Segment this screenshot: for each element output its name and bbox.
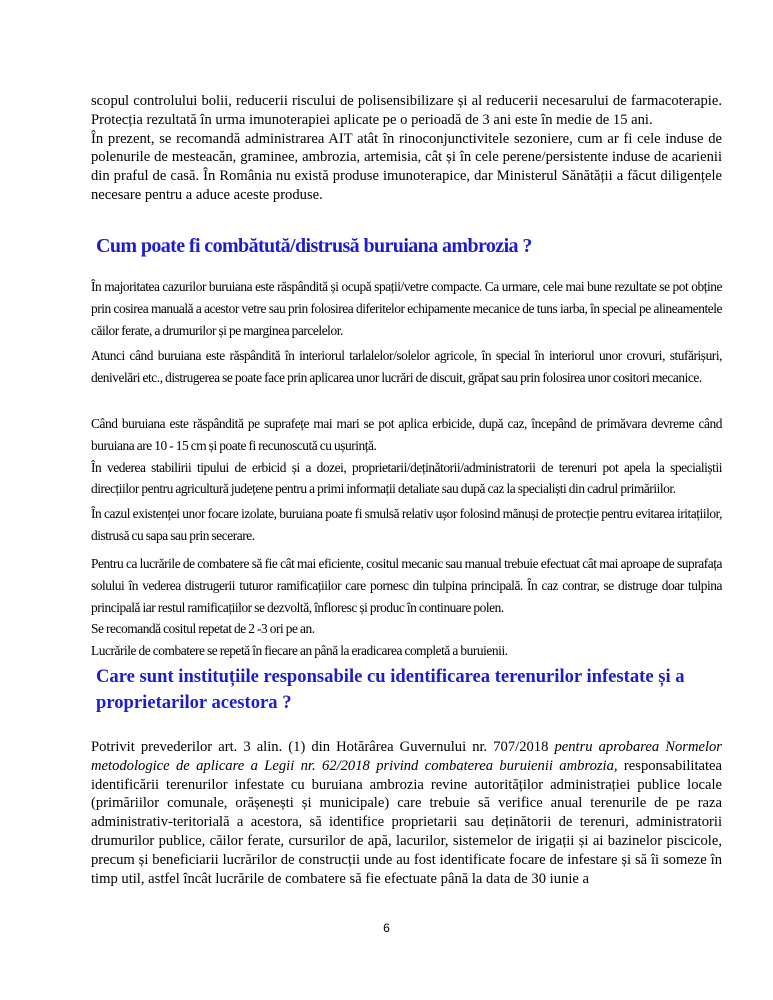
paragraph-text: Se recomandă cositul repetat de 2 -3 ori pe an. <box>91 621 315 637</box>
paragraph-ait-intro <box>91 92 722 205</box>
paragraph-text: În prezent, se recomandă administrarea AIT atât în rinoconjunctivitele sezoniere, cum ar fi cele induse de polenurile de mesteacăn, graminee, ambrozia, artemisia, cât și în cele perene/persistente induse de acarienii din praful de casă. În România nu există produse imunoterapice, dar Ministerul Sănătății a făcut diligențele necesare pentru a aduce aceste produse. <box>91 130 722 203</box>
paragraph-text: Lucrările de combatere se repetă în fiecare an până la eradicarea completă a buruienii. <box>91 643 508 659</box>
paragraph-mowing <box>91 553 722 662</box>
paragraph-isolated-outbreaks: În cazul existenței unor focare izolate, buruiana poate fi smulsă relativ ușor folosind mănuși de protecție pentru evitarea iritațiilor, distrusă cu sapa sau prin secerare. <box>91 506 722 543</box>
paragraph-text: scopul controlului bolii, reducerii riscului de polisensibilizare și al reducerii necesarului de farmacoterapie. Protecția rezultată în urma imunoterapiei aplicate pe o perioadă de 3 ani este în medie de 15 ani. <box>91 93 722 128</box>
paragraph-text: Pentru ca lucrările de combatere să fie cât mai eficiente, cositul mecanic sau manual trebuie efectuat cât mai aproape de suprafața solului în vederea distrugerii tuturor ramificațiilor care pornesc din tulpina principală. În caz contrar, se distruge doar tulpina principală iar restul ramificațiilor se dezvoltă, înfloresc și produc în continuare polen. <box>91 556 722 615</box>
paragraph-compact-areas: În majoritatea cazurilor buruiana este răspândită și ocupă spații/vetre compacte. Ca urmare, cele mai bune rezultate se pot obține prin cosirea manuală a acestor vetre sau prin folosirea diferitelor echipamente mecanice de tuns iarba, în special pe alineamentele căilor ferate, a drumurilor și pe marginea parcelelor. <box>91 279 722 338</box>
paragraph-herbicides <box>91 413 722 500</box>
paragraph-text: În vederea stabilirii tipului de erbicid și a dozei, proprietarii/deținătorii/administratorii de terenuri pot apela la specialiștii direcțiilor pentru agricultură județene pentru a primi informații detaliate sau după caz la specialiști din cadrul primăriilor. <box>91 459 722 497</box>
law-title-italic: pentru aprobarea Normelor metodologice de aplicare a Legii nr. 62/2018 privind combaterea buruienii ambrozia, <box>91 739 722 774</box>
paragraph-text: responsabilitatea identificării terenurilor infestate cu buruiana ambrozia revine autorităților administrației publice locale (primăriilor comunale, orășenești și municipale) care trebuie să verifice anual terenurile de pe raza administrativ-teritorială a acestora, să identifice proprietarii sau deținătorii de terenuri, administratorii drumurilor publice, căilor ferate, cursurilor de apă, lacurilor, sistemelor de irigații și ai bazinelor piscicole, precum și beneficiarii lucrărilor de construcții unde au fost identificate focare de infestare și să îi someze în timp util, astfel încât lucrările de combatere să fie efectuate până la data de 30 iunie a <box>91 757 722 887</box>
page-number: 6 <box>383 921 390 935</box>
section-heading-institutions: Care sunt instituțiile responsabile cu identificarea terenurilor infestate și a proprietarilor acestora ? <box>96 666 685 713</box>
paragraph-legal-responsibility <box>91 738 722 888</box>
paragraph-text: Potrivit prevederilor art. 3 alin. (1) din Hotărârea Guvernului nr. 707/2018 <box>91 739 555 755</box>
paragraph-text: Când buruiana este răspândită pe suprafețe mai mari se pot aplica erbicide, după caz, începând de primăvara devreme când buruiana are 10 - 15 cm și poate fi recunoscută cu ușurință. <box>91 416 722 453</box>
paragraph-agricultural-fields: Atunci când buruiana este răspândită în interiorul tarlalelor/solelor agricole, în special în interiorul unor crovuri, stufărișuri, denivelări etc., distrugerea se poate face prin aplicarea unor lucrări de discuit, grăpat sau prin folosirea unor cositori mecanice. <box>91 348 722 385</box>
section-heading-combat: Cum poate fi combătută/distrusă buruiana ambrozia ? <box>96 235 532 257</box>
